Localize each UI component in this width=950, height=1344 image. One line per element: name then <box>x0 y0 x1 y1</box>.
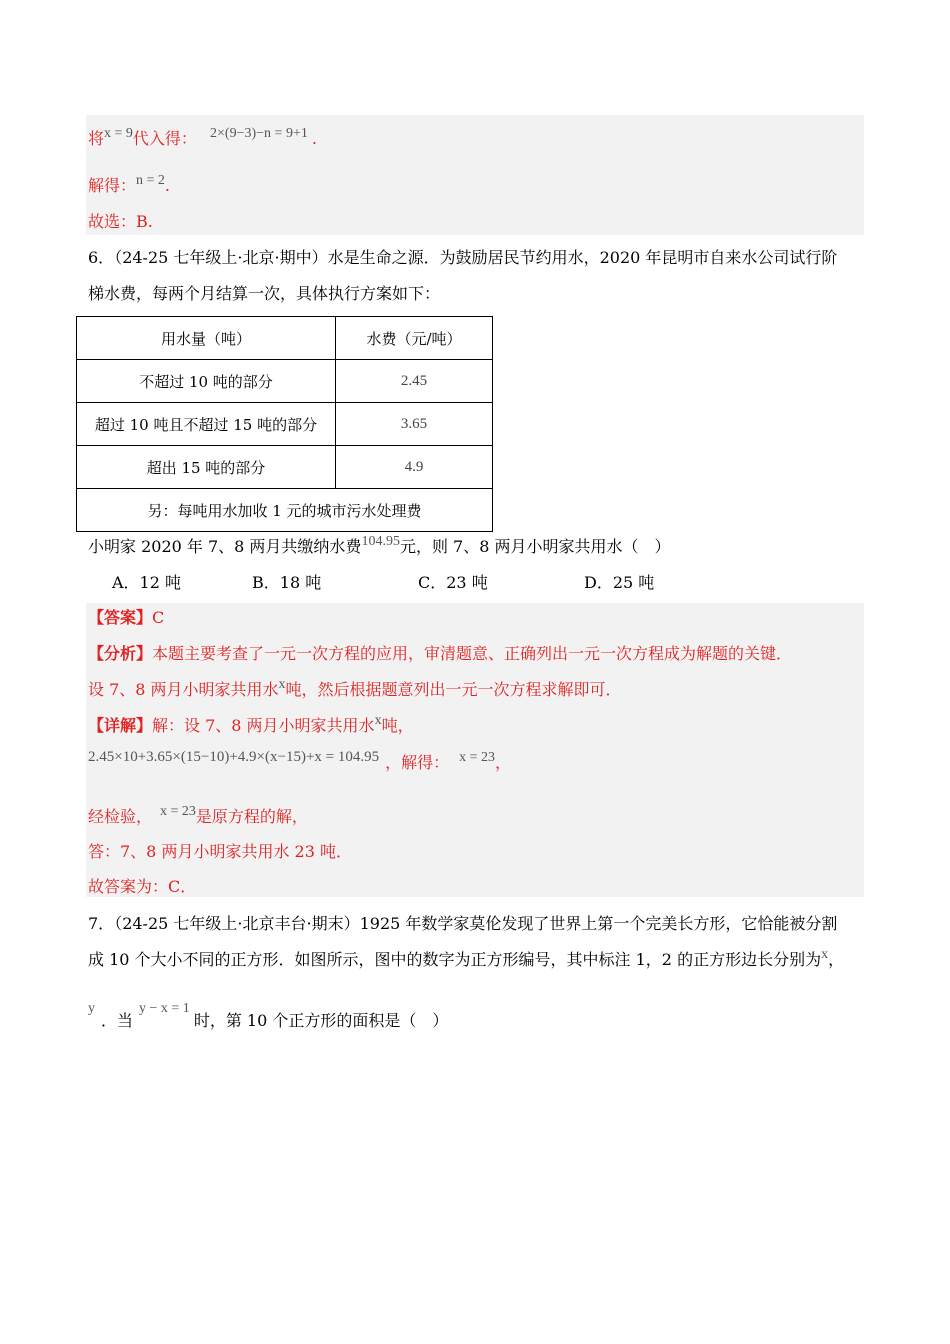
water-fee-table <box>76 316 493 532</box>
table-header-row <box>77 317 493 360</box>
y-variable: y <box>88 1001 95 1016</box>
q6-analysis-line: 【分析】本题主要考查了一元一次方程的应用，审清题意、正确列出一元一次方程成为解题的关键． <box>88 644 793 663</box>
x-value-formula: x = 9 <box>104 126 133 141</box>
header-usage: 用水量（吨） <box>77 317 336 360</box>
q7-number: 7． <box>88 914 115 933</box>
q7-line-3: y．当y − x = 1时，第 10 个正方形的面积是（ ） <box>88 1001 449 1030</box>
q6-equation-line: 2.45×10+3.65×(15−10)+4.9×(x−15)+x = 104.95 ，解得： x = 23， <box>88 749 512 772</box>
q6-option-d: D．25 吨 <box>584 573 655 592</box>
q6-line-2: 梯水费，每两个月结算一次，具体执行方案如下： <box>88 284 441 303</box>
q7-line-2: 成 10 个大小不同的正方形．如图所示，图中的数字为正方形编号，其中标注 1，2 的正方形边长分别为x， <box>88 947 845 969</box>
q6-source: （24-25 七年级上·北京·期中） <box>114 248 328 267</box>
q6-reply-line: 答：7、8 两月小明家共用水 23 吨． <box>88 842 352 861</box>
q6-option-a: A．12 吨 <box>112 573 182 592</box>
n-solution-formula: n = 2 <box>136 173 165 188</box>
substitution-equation: 2×(9−3)−n = 9+1 <box>210 126 308 141</box>
q7-line-1: 7．（24-25 七年级上·北京丰台·期末）1925 年数学家莫伦发现了世界上第一个完美长方形，它恰能被分割 <box>88 914 838 933</box>
q6-check-eq: x = 23 <box>160 804 196 819</box>
q6-stem: 小明家 2020 年 7、8 两月共缴纳水费104.95元，则 7、8 两月小明家共用水（ ） <box>88 534 671 556</box>
solve-line: 解得：n = 2. <box>88 173 171 195</box>
q6-option-c: C．23 吨 <box>418 573 488 592</box>
table-row: 超过 10 吨且不超过 15 吨的部分 3.65 <box>77 403 493 446</box>
fee-amount: 104.95 <box>361 534 400 549</box>
q6-number: 6． <box>88 248 115 267</box>
q6-line-1: 6．（24-25 七年级上·北京·期中）水是生命之源．为鼓励居民节约用水，2020 年昆明市自来水公司试行阶 <box>88 248 838 267</box>
q7-source: （24-25 七年级上·北京丰台·期末） <box>114 914 360 933</box>
q6-final-line: 故答案为：C． <box>88 877 197 896</box>
header-fee: 水费（元/吨） <box>336 317 493 360</box>
q6-option-b: B．18 吨 <box>252 573 322 592</box>
q6-equation: 2.45×10+3.65×(15−10)+4.9×(x−15)+x = 104.95 <box>88 749 380 765</box>
q6-detail-line: 【详解】解：设 7、8 两月小明家共用水x吨， <box>88 713 414 735</box>
substitution-line: 将x = 9代入得： 2×(9−3)−n = 9+1 . <box>88 126 317 148</box>
table-note-row <box>77 489 493 532</box>
y-minus-x-formula: y − x = 1 <box>139 1001 190 1016</box>
q6-analysis-line-2: 设 7、8 两月小明家共用水x吨，然后根据题意列出一元一次方程求解即可． <box>88 677 622 699</box>
q6-solution: x = 23 <box>459 750 496 765</box>
table-row: 超出 15 吨的部分 4.9 <box>77 446 493 489</box>
table-row: 不超过 10 吨的部分 2.45 <box>77 360 493 403</box>
table-note: 另：每吨用水加收 1 元的城市污水处理费 <box>77 489 493 532</box>
q6-check-line: 经检验， x = 23是原方程的解， <box>88 804 308 826</box>
choice-line: 故选：B. <box>88 212 153 231</box>
q6-answer-line: 【答案】C <box>88 608 165 627</box>
